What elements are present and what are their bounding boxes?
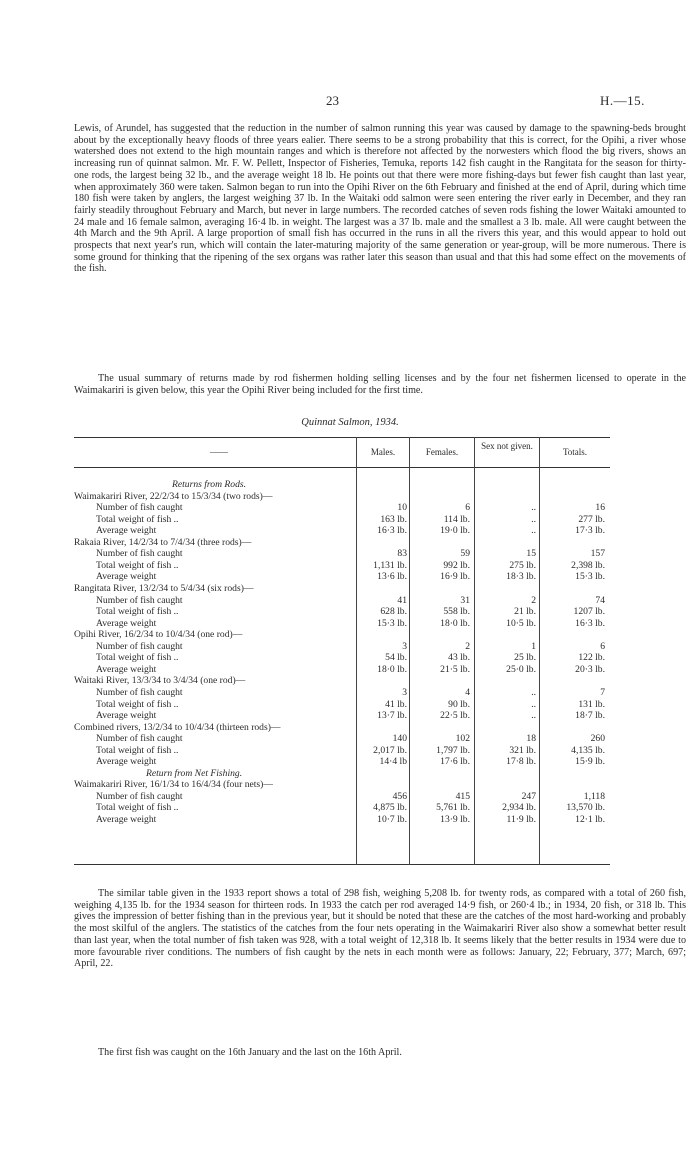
cell-females: 18·0 lb. xyxy=(440,617,470,629)
cell-males: 18·0 lb. xyxy=(377,663,407,675)
header-blank: —— xyxy=(210,447,228,457)
cell-sex-not-given: 18 xyxy=(526,733,536,745)
cell-females: 102 xyxy=(455,733,470,745)
cell-sex-not-given: .. xyxy=(531,698,536,710)
cell-females: 22·5 lb. xyxy=(440,710,470,721)
table-title: Quinnat Salmon, 1934. xyxy=(301,417,399,428)
table-top-rule xyxy=(74,437,610,438)
paragraph-salmon-runs: Lewis, of Arundel, has suggested that the reduction in the number of salmon running this year was caused by damage to the spawning-beds brought about by the exceptionally heavy floods of three years ealier. There seems to be a strong probability that this is correct, for the Opihi, a river whose watershed does not extend to the high mountain ranges and which is therefore not affected by the norwesters which flood the big rivers, shows an increasing run of quinnat salmon. Mr. F. W. Pellett, Inspector of Fisheries, Temuka, reports 142 fish caught in the Rangitata for the season for thirty-one rods, the largest being 32 lb., and the average weight 18 lb. He points out that there were more fishing-days but fewer fish caught than last year, when approximately 360 were taken. Salmon began to run into the Opihi River on the 6th February and finished at the end of April, during which time 180 fish were taken by anglers, the largest weighing 37 lb. In the Waitaki odd salmon were seen entering the river early in December, and they ran fairly steadily throughout February and March, but never in large numbers. The recorded catches of seven rods fishing the lower Waitaki amounted to 24 male and 16 female salmon, averaging 16·4 lb. in weight. The largest was a 37 lb. male and the smallest a 3 lb. male. All were caught between the 4th March and the 9th April. A large proportion of small fish has occurred in the runs in all the rivers this year, and this would appear to hold out prospects that next year's run, which will contain the later-maturing majority of the same generation or year-group, will be more numerous. There is some ground for thinking that the ripening of the sex organs was rather later this season than usual and that this had some effect on the movements of the fish. xyxy=(74,123,686,275)
cell-totals: 12·1 lb. xyxy=(575,814,605,825)
cell-sex-not-given: 15 xyxy=(526,548,536,560)
row-label: Number of fish caught xyxy=(96,733,183,745)
row-label: Combined rivers, 13/2/34 to 10/4/34 (thirteen rods)— xyxy=(74,721,281,733)
table-row xyxy=(74,756,610,768)
row-label: Waimakariri River, 16/1/34 to 16/4/34 (four nets)— xyxy=(74,779,273,791)
cell-males: 10 xyxy=(397,502,407,514)
cell-females: 17·6 lb. xyxy=(440,756,470,768)
table-header-rule xyxy=(74,467,610,468)
cell-totals: 4,135 lb. xyxy=(571,744,605,756)
row-label: Rakaia River, 14/2/34 to 7/4/34 (three rods)— xyxy=(74,536,252,548)
report-code: H.—15. xyxy=(600,93,645,108)
cell-totals: 7 xyxy=(600,686,605,698)
cell-males: 83 xyxy=(397,548,407,560)
cell-females: 16·9 lb. xyxy=(440,571,470,583)
cell-males: 13·6 lb. xyxy=(377,571,407,583)
cell-totals: 157 xyxy=(590,548,605,560)
paragraph-comparison: The similar table given in the 1933 report shows a total of 298 fish, weighing 5,208 lb. for twenty rods, as compared with a total of 260 fish, weighing 4,135 lb. for the 1934 season for thirteen rods. In 1933 the catch per rod averaged 14·9 fish, or 260·4 lb.; in 1934, 20 fish, or 318 lb. This gives the impression of better fishing than in the previous year, but it should be noted that these are the catches of the most hard-working and probably the most skilful of the anglers. The statistics of the catches from the four nets operating in the Waimakariri River also show a somewhat better result than last year, when the total number of fish taken was 928, with a total weight of 12,318 lb. It seems likely that the better results in 1934 were due to more favourable river conditions. The numbers of fish caught by the nets in each month were as follows: January, 22; February, 377; March, 697; April, 22. xyxy=(74,888,686,970)
cell-females: 31 xyxy=(460,594,470,606)
row-label: Average weight xyxy=(96,525,157,537)
row-label: Average weight xyxy=(96,663,157,675)
cell-totals: 18·7 lb. xyxy=(575,710,605,721)
table-row xyxy=(74,525,610,537)
table-group-row xyxy=(74,583,610,595)
row-label: Number of fish caught xyxy=(96,790,183,802)
cell-males: 14·4 lb xyxy=(379,756,407,768)
cell-sex-not-given: 321 lb. xyxy=(509,744,536,756)
cell-totals: 2,398 lb. xyxy=(571,559,605,571)
row-label: Waimakariri River, 22/2/34 to 15/3/34 (two rods)— xyxy=(74,490,273,502)
cell-females: 59 xyxy=(460,548,470,560)
cell-totals: 74 xyxy=(595,594,605,606)
row-label: Rangitata River, 13/2/34 to 5/4/34 (six rods)— xyxy=(74,582,254,594)
cell-sex-not-given: .. xyxy=(531,502,536,514)
cell-females: 2 xyxy=(465,640,470,652)
table-section-heading xyxy=(74,768,610,780)
header-females: Females. xyxy=(425,447,459,457)
cell-males: 15·3 lb. xyxy=(377,617,407,629)
cell-sex-not-given: 25·0 lb. xyxy=(506,663,536,675)
table-section-heading xyxy=(74,479,610,491)
cell-females: 21·5 lb. xyxy=(440,663,470,675)
row-label: Number of fish caught xyxy=(96,502,183,514)
header-males: Males. xyxy=(370,447,396,457)
row-label: Number of fish caught xyxy=(96,548,183,560)
cell-totals: 16·3 lb. xyxy=(575,617,605,629)
cell-males: 54 lb. xyxy=(385,652,407,664)
cell-females: 5,761 lb. xyxy=(436,802,470,814)
table-row xyxy=(74,710,610,722)
cell-sex-not-given: 2 xyxy=(531,594,536,606)
header-sex-not-given: Sex not given. xyxy=(481,441,533,451)
table-row xyxy=(74,745,610,757)
row-label: Total weight of fish .. xyxy=(96,698,179,710)
table-row xyxy=(74,606,610,618)
row-label: Total weight of fish .. xyxy=(96,652,179,664)
cell-sex-not-given: 17·8 lb. xyxy=(506,756,536,768)
table-row xyxy=(74,595,610,607)
table-row xyxy=(74,814,610,826)
row-label: Total weight of fish .. xyxy=(96,802,179,814)
table-row xyxy=(74,687,610,699)
table-row xyxy=(74,791,610,803)
cell-females: 992 lb. xyxy=(443,559,470,571)
row-label: Average weight xyxy=(96,756,157,768)
cell-males: 41 xyxy=(397,594,407,606)
row-label: Opihi River, 16/2/34 to 10/4/34 (one rod)— xyxy=(74,629,243,641)
table-row xyxy=(74,733,610,745)
row-label: Total weight of fish .. xyxy=(96,513,179,525)
cell-sex-not-given: 18·3 lb. xyxy=(506,571,536,583)
row-label: Total weight of fish .. xyxy=(96,559,179,571)
salmon-returns-table xyxy=(74,437,610,865)
cell-totals: 131 lb. xyxy=(578,698,605,710)
row-label: Total weight of fish .. xyxy=(96,606,179,618)
cell-males: 2,017 lb. xyxy=(373,744,407,756)
table-row xyxy=(74,802,610,814)
cell-sex-not-given: 21 lb. xyxy=(514,606,536,618)
cell-males: 3 xyxy=(402,640,407,652)
cell-males: 163 lb. xyxy=(380,513,407,525)
cell-sex-not-given: .. xyxy=(531,710,536,721)
table-group-row xyxy=(74,779,610,791)
table-row xyxy=(74,514,610,526)
table-row xyxy=(74,560,610,572)
cell-males: 16·3 lb. xyxy=(377,525,407,537)
cell-females: 90 lb. xyxy=(448,698,470,710)
cell-females: 114 lb. xyxy=(443,513,470,525)
cell-totals: 277 lb. xyxy=(578,513,605,525)
cell-males: 140 xyxy=(392,733,407,745)
cell-totals: 1,118 xyxy=(583,790,605,802)
cell-totals: 122 lb. xyxy=(578,652,605,664)
row-label: Average weight xyxy=(96,571,157,583)
cell-sex-not-given: .. xyxy=(531,525,536,537)
table-group-row xyxy=(74,491,610,503)
table-row xyxy=(74,618,610,630)
row-label: Returns from Rods. xyxy=(172,479,246,490)
cell-sex-not-given: 10·5 lb. xyxy=(506,617,536,629)
cell-sex-not-given: 2,934 lb. xyxy=(502,802,536,814)
cell-totals: 13,570 lb. xyxy=(566,802,605,814)
cell-totals: 6 xyxy=(600,640,605,652)
page-number: 23 xyxy=(326,93,339,108)
header-totals: Totals. xyxy=(562,447,588,457)
paragraph-first-fish: The first fish was caught on the 16th January and the last on the 16th April. xyxy=(98,1047,402,1058)
cell-males: 628 lb. xyxy=(380,606,407,618)
table-group-row xyxy=(74,675,610,687)
table-row xyxy=(74,699,610,711)
table-bottom-rule xyxy=(74,864,610,865)
cell-females: 19·0 lb. xyxy=(440,525,470,537)
table-row xyxy=(74,652,610,664)
paragraph-summary-intro: The usual summary of returns made by rod fishermen holding selling licenses and by the four net fishermen licensed to operate in the Waimakariri is given below, this year the Opihi River being included for the first time. xyxy=(74,373,686,396)
row-label: Average weight xyxy=(96,814,157,825)
cell-females: 13·9 lb. xyxy=(440,814,470,825)
cell-totals: 260 xyxy=(590,733,605,745)
row-label: Return from Net Fishing. xyxy=(146,767,243,779)
table-row xyxy=(74,641,610,653)
cell-sex-not-given: 1 xyxy=(531,640,536,652)
table-group-row xyxy=(74,722,610,734)
cell-males: 10·7 lb. xyxy=(377,814,407,825)
cell-males: 456 xyxy=(392,790,407,802)
cell-females: 558 lb. xyxy=(443,606,470,618)
row-label: Number of fish caught xyxy=(96,686,183,698)
cell-sex-not-given: 247 xyxy=(521,790,536,802)
row-label: Average weight xyxy=(96,617,157,629)
cell-totals: 16 xyxy=(595,502,605,514)
cell-males: 3 xyxy=(402,686,407,698)
table-row xyxy=(74,548,610,560)
cell-females: 415 xyxy=(455,790,470,802)
cell-totals: 15·3 lb. xyxy=(575,571,605,583)
cell-females: 1,797 lb. xyxy=(436,744,470,756)
cell-totals: 17·3 lb. xyxy=(575,525,605,537)
row-label: Number of fish caught xyxy=(96,640,183,652)
cell-females: 43 lb. xyxy=(448,652,470,664)
cell-sex-not-given: 25 lb. xyxy=(514,652,536,664)
row-label: Total weight of fish .. xyxy=(96,744,179,756)
table-row xyxy=(74,502,610,514)
cell-males: 1,131 lb. xyxy=(373,559,407,571)
cell-sex-not-given: 11·9 lb. xyxy=(506,814,536,825)
row-label: Number of fish caught xyxy=(96,594,183,606)
row-label: Waitaki River, 13/3/34 to 3/4/34 (one rod)— xyxy=(74,675,246,687)
cell-females: 4 xyxy=(465,686,470,698)
table-group-row xyxy=(74,629,610,641)
table-row xyxy=(74,571,610,583)
cell-sex-not-given: .. xyxy=(531,686,536,698)
row-label: Average weight xyxy=(96,710,157,721)
cell-males: 13·7 lb. xyxy=(377,710,407,721)
cell-males: 4,875 lb. xyxy=(373,802,407,814)
table-group-row xyxy=(74,537,610,549)
cell-males: 41 lb. xyxy=(385,698,407,710)
cell-totals: 15·9 lb. xyxy=(575,756,605,768)
cell-totals: 20·3 lb. xyxy=(575,663,605,675)
cell-totals: 1207 lb. xyxy=(573,606,605,618)
cell-females: 6 xyxy=(465,502,470,514)
table-row xyxy=(74,664,610,676)
cell-sex-not-given: 275 lb. xyxy=(509,559,536,571)
cell-sex-not-given: .. xyxy=(531,513,536,525)
